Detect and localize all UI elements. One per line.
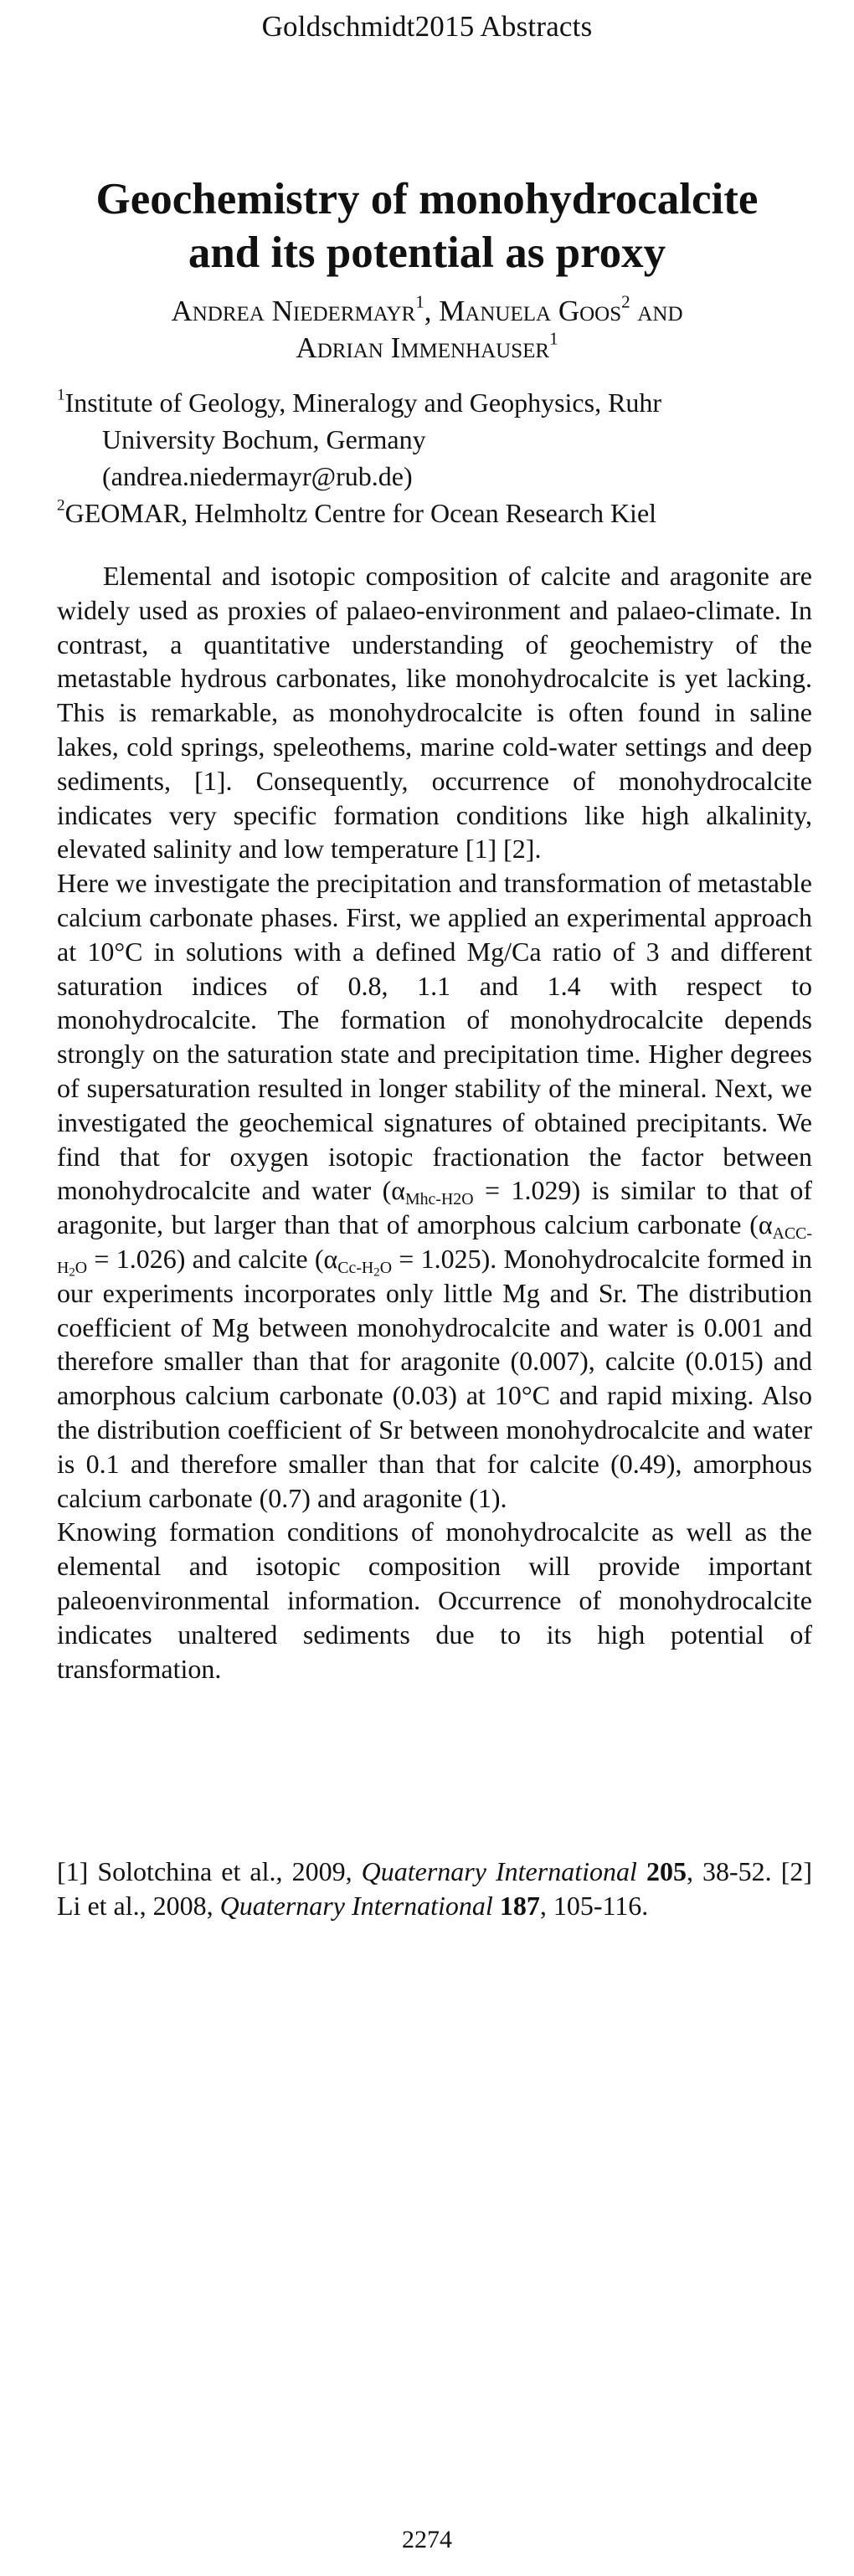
abstract-body <box>57 559 812 1686</box>
journal-name: Quaternary International <box>219 1891 493 1921</box>
subscript: Mhc-H2O <box>405 1190 474 1209</box>
affiliation-marker: 1 <box>57 386 65 404</box>
alpha-symbol: α <box>323 1243 338 1274</box>
journal-name: Quaternary International <box>361 1856 637 1886</box>
alpha-symbol: α <box>758 1209 773 1240</box>
affiliation-1 <box>57 384 810 421</box>
author-affiliation-marker: 1 <box>549 328 558 349</box>
author-affiliation-marker: 1 <box>415 291 424 312</box>
title-line-1: Geochemistry of monohydrocalcite <box>95 175 759 223</box>
affiliation-text: University Bochum, Germany <box>102 424 426 454</box>
author-name: Adrian Immenhauser <box>296 331 550 364</box>
abstract-paragraph-1: Elemental and isotopic composition of calcite and aragonite are widely used as proxies of palaeo-environment and palaeo-climate. In contrast, a quantitative understanding of geochemistry of the metastable hydrous carbonates, like monohydrocalcite is yet lacking. This is remarkable, as monohydrocalcite is often found in saline lakes, cold springs, speleothems, marine cold-water settings and deep sediments, [1]. Consequently, occurrence of monohydrocalcite indicates very specific formation conditions like high alkalinity, elevated salinity and low temperature [1] [2]. <box>57 561 812 865</box>
subscript: Cc-H2O <box>337 1258 393 1280</box>
page-number: 2274 <box>402 2526 452 2553</box>
affiliation-text: Institute of Geology, Mineralogy and Geophysics, Ruhr <box>64 387 662 418</box>
abstract-paragraph-3: Knowing formation conditions of monohydrocalcite as well as the elemental and isotopic composition will provide important paleoenvironmental information. Occurrence of monohydrocalcite indicates unaltered sediments due to its high potential of transformation. <box>57 1516 812 1684</box>
affiliation-email: (andrea.niedermayr@rub.de) <box>102 461 413 491</box>
references <box>57 1855 812 1923</box>
paper-title <box>0 172 854 280</box>
conference-header: Goldschmidt2015 Abstracts <box>261 10 593 43</box>
affiliation-marker: 2 <box>57 496 65 515</box>
title-line-2: and its potential as proxy <box>188 228 666 277</box>
volume-number: 205 <box>646 1856 687 1886</box>
author-name: Andrea Niedermayr <box>171 295 416 327</box>
author-affiliation-marker: 2 <box>621 291 630 312</box>
affiliation-2 <box>57 495 810 531</box>
subscript: ACC-H2O <box>57 1224 812 1280</box>
abstract-paragraph-2: Here we investigate the precipitation and transformation of metastable calcium carbonate phases. First, we applied an experimental approach at 10°C in solutions with a defined Mg/Ca ratio of 3 and different saturation indices of 0.8, 1.1 and 1.4 with respect to monohydrocalcite. The formation of monohydrocalcite depends strongly on the saturation state and precipitation time. Higher degrees of supersaturation resulted in longer stability of the mineral. Next, we investigated the geochemical signatures of obtained precipitants. We find that for oxygen isotopic fractionation the factor between monohydrocalcite and water $(\alpha_{Mhc-H2O} = 1.029)$ is similar to that of aragonite, but larger than that of amorphous calcium carbonate $(\alpha_{ACC-H_2O} = 1.026)$ and calcite $(\alpha_{Cc-H_2O} = 1.025)$. Monohydrocalcite formed in our experiments incorporates only little Mg and Sr. The distribution coefficient of Mg between monohydrocalcite and water is 0.001 and therefore smaller than that for aragonite (0.007), calcite (0.015) and amorphous calcium carbonate (0.03) at 10°C and rapid mixing. Also the distribution coefficient of Sr between monohydrocalcite and water is 0.1 and therefore smaller than that for calcite (0.49), amorphous calcium carbonate (0.7) and aragonite (1). <box>57 868 813 1513</box>
affiliations <box>57 384 810 531</box>
author-list: Andrea Niedermayr$^1$, Manuela Goos$^2$ and Adrian Immenhauser$^1$ <box>171 291 683 364</box>
volume-number: 187 <box>499 1891 540 1921</box>
author-name: Manuela Goos <box>439 295 622 327</box>
author-conjunction: and <box>637 295 683 327</box>
affiliation-text: GEOMAR, Helmholtz Centre for Ocean Research Kiel <box>64 498 657 528</box>
reference-list: [1] Solotchina et al., 2009, Quaternary International 205, 38-52. [2] Li et al., 2008, Quaternary International 187, 105-116. <box>57 1856 813 1921</box>
alpha-symbol: α <box>391 1175 406 1206</box>
